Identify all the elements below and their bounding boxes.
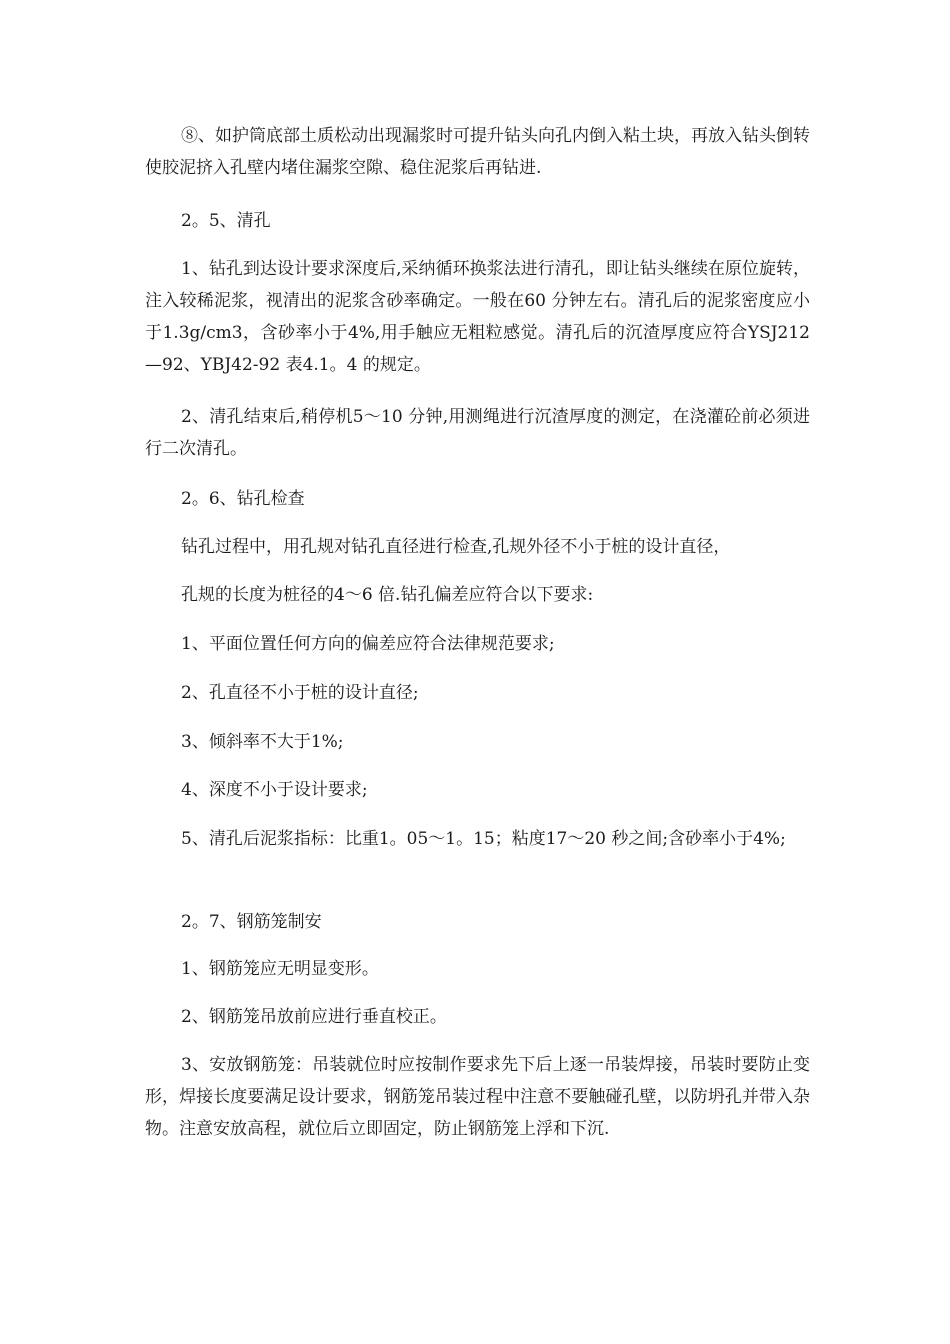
paragraph-cleaning-method: 1、钻孔到达设计要求深度后,采纳循环换浆法进行清孔，即让钻头继续在原位旋转，注入较稀泥浆，视清出的泥浆含砂率确定。一般在60 分钟左右。清孔后的泥浆密度应小于1.3g/cm3，含砂率小于4%,用手触应无粗粒感觉。清孔后的沉渣厚度应符合YSJ212—92、YBJ42-92 表4.1。4 的规定。 <box>145 259 810 375</box>
paragraph-cage-installation: 3、安放钢筋笼：吊装就位时应按制作要求先下后上逐一吊装焊接，吊装时要防止变形，焊接长度要满足设计要求，钢筋笼吊装过程中注意不要触碰孔壁，以防坍孔并带入杂物。注意安放高程，就位后立即固定，防止钢筋笼上浮和下沉. <box>145 1055 810 1139</box>
list-item-plane-position: 1、平面位置任何方向的偏差应符合法律规范要求; <box>181 634 555 654</box>
paragraph-casing-leakage: ⑧、如护筒底部土质松动出现漏浆时可提升钻头向孔内倒入粘土块，再放入钻头倒转使胶泥挤入孔壁内堵住漏浆空隙、稳住泥浆后再钻进. <box>145 126 810 178</box>
paragraph-cleaning-finish: 2、清孔结束后,稍停机5～10 分钟,用测绳进行沉渣厚度的测定，在浇灌砼前必须进行二次清孔。 <box>145 407 810 459</box>
paragraph-cage-vertical-correction: 2、钢筋笼吊放前应进行垂直校正。 <box>181 1007 447 1027</box>
paragraph-gauge-check: 钻孔过程中，用孔规对钻孔直径进行检查,孔规外径不小于桩的设计直径， <box>181 537 731 557</box>
section-heading-2-5-hole-cleaning: 2。5、清孔 <box>181 211 271 231</box>
list-item-inclination: 3、倾斜率不大于1%; <box>181 732 344 752</box>
list-item-mud-indicators: 5、清孔后泥浆指标：比重1。05～1。15；粘度17～20 秒之间;含砂率小于4%; <box>181 829 786 849</box>
section-heading-2-7-rebar-cage: 2。7、钢筋笼制安 <box>181 912 322 932</box>
paragraph-cage-deformation: 1、钢筋笼应无明显变形。 <box>181 959 379 979</box>
paragraph-gauge-length: 孔规的长度为桩径的4～6 倍.钻孔偏差应符合以下要求: <box>181 585 594 605</box>
list-item-hole-diameter: 2、孔直径不小于桩的设计直径; <box>181 683 419 703</box>
section-heading-2-6-hole-inspection: 2。6、钻孔检查 <box>181 489 305 509</box>
list-item-depth: 4、深度不小于设计要求; <box>181 780 368 800</box>
